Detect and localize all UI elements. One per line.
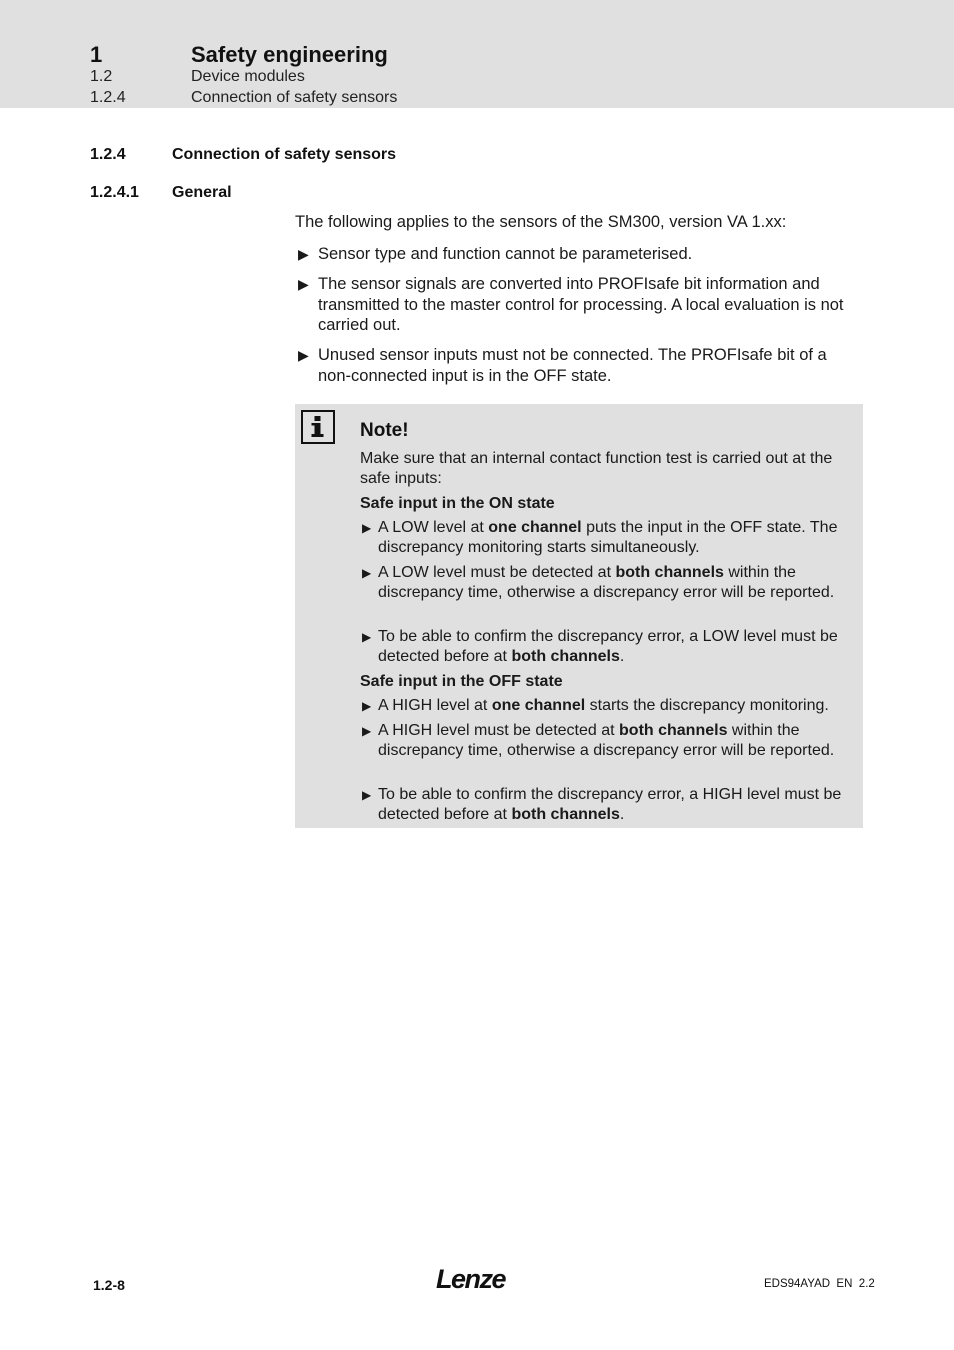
lenze-logo [436, 1262, 514, 1296]
info-icon [301, 410, 335, 444]
bullet-arrow-icon: ▶ [362, 788, 372, 802]
breadcrumb-title: Connection of safety sensors [191, 89, 398, 106]
page-number: 1.2-8 [93, 1277, 125, 1293]
note-list-item-text: A LOW level must be detected at both channels within the discrepancy time, otherwise a discrepancy error will be reported. [378, 564, 835, 601]
bullet-arrow-icon: ▶ [362, 699, 372, 713]
note-list-item [360, 518, 858, 558]
note-list-item [360, 627, 858, 667]
note-list-item-text: A LOW level at one channel puts the input in the OFF state. The discrepancy monitoring starts simultaneously. [378, 519, 838, 556]
note-subheading: Safe input in the ON state [360, 495, 555, 512]
bullet-arrow-icon: ▶ [298, 347, 309, 363]
subsection-title: General [172, 184, 232, 201]
section-number: 1.2.4 [90, 146, 126, 163]
note-list-item [360, 696, 858, 716]
breadcrumb-number: 1.2 [90, 68, 113, 85]
list-item-text: The sensor signals are converted into PROFIsafe bit information and transmitted to the master control for processing. A local evaluation is not carried out. [318, 275, 844, 334]
note-list-item [360, 721, 858, 761]
bullet-arrow-icon: ▶ [362, 630, 372, 644]
note-subheading: Safe input in the OFF state [360, 673, 563, 690]
note-list-item-text: To be able to confirm the discrepancy error, a HIGH level must be detected before at both channels. [378, 786, 842, 823]
header-band [0, 0, 954, 108]
bullet-arrow-icon: ▶ [362, 724, 372, 738]
subsection-number: 1.2.4.1 [90, 184, 139, 201]
list-item-text: Unused sensor inputs must not be connected. The PROFIsafe bit of a non-connected input is in the OFF state. [318, 346, 827, 385]
note-list-item [360, 563, 858, 603]
note-list-item-text: A HIGH level at one channel starts the discrepancy monitoring. [378, 697, 829, 714]
breadcrumb-number: 1.2.4 [90, 89, 126, 106]
document-reference: EDS94AYAD EN 2.2 [764, 1278, 875, 1290]
breadcrumb-title: Device modules [191, 68, 305, 85]
logo-text: Lenze [436, 1264, 506, 1294]
note-list-item-text: A HIGH level must be detected at both channels within the discrepancy time, otherwise a discrepancy error will be reported. [378, 722, 835, 759]
list-item [295, 244, 855, 265]
note-list-item-text: To be able to confirm the discrepancy error, a LOW level must be detected before at both channels. [378, 628, 838, 665]
note-list-item [360, 785, 858, 825]
bullet-arrow-icon: ▶ [298, 246, 309, 262]
chapter-number: 1 [90, 42, 103, 67]
bullet-arrow-icon: ▶ [362, 521, 372, 535]
list-item [295, 345, 855, 386]
note-box [295, 404, 863, 828]
section-title: Connection of safety sensors [172, 146, 397, 163]
bullet-arrow-icon: ▶ [362, 566, 372, 580]
chapter-title: Safety engineering [191, 42, 388, 67]
intro-paragraph: The following applies to the sensors of the SM300, version VA 1.xx: [295, 213, 787, 231]
list-item-text: Sensor type and function cannot be parameterised. [318, 245, 693, 263]
bullet-arrow-icon: ▶ [298, 276, 309, 292]
note-intro: Make sure that an internal contact function test is carried out at the safe inputs: [360, 450, 833, 487]
list-item [295, 274, 855, 336]
note-title: Note! [360, 420, 409, 441]
